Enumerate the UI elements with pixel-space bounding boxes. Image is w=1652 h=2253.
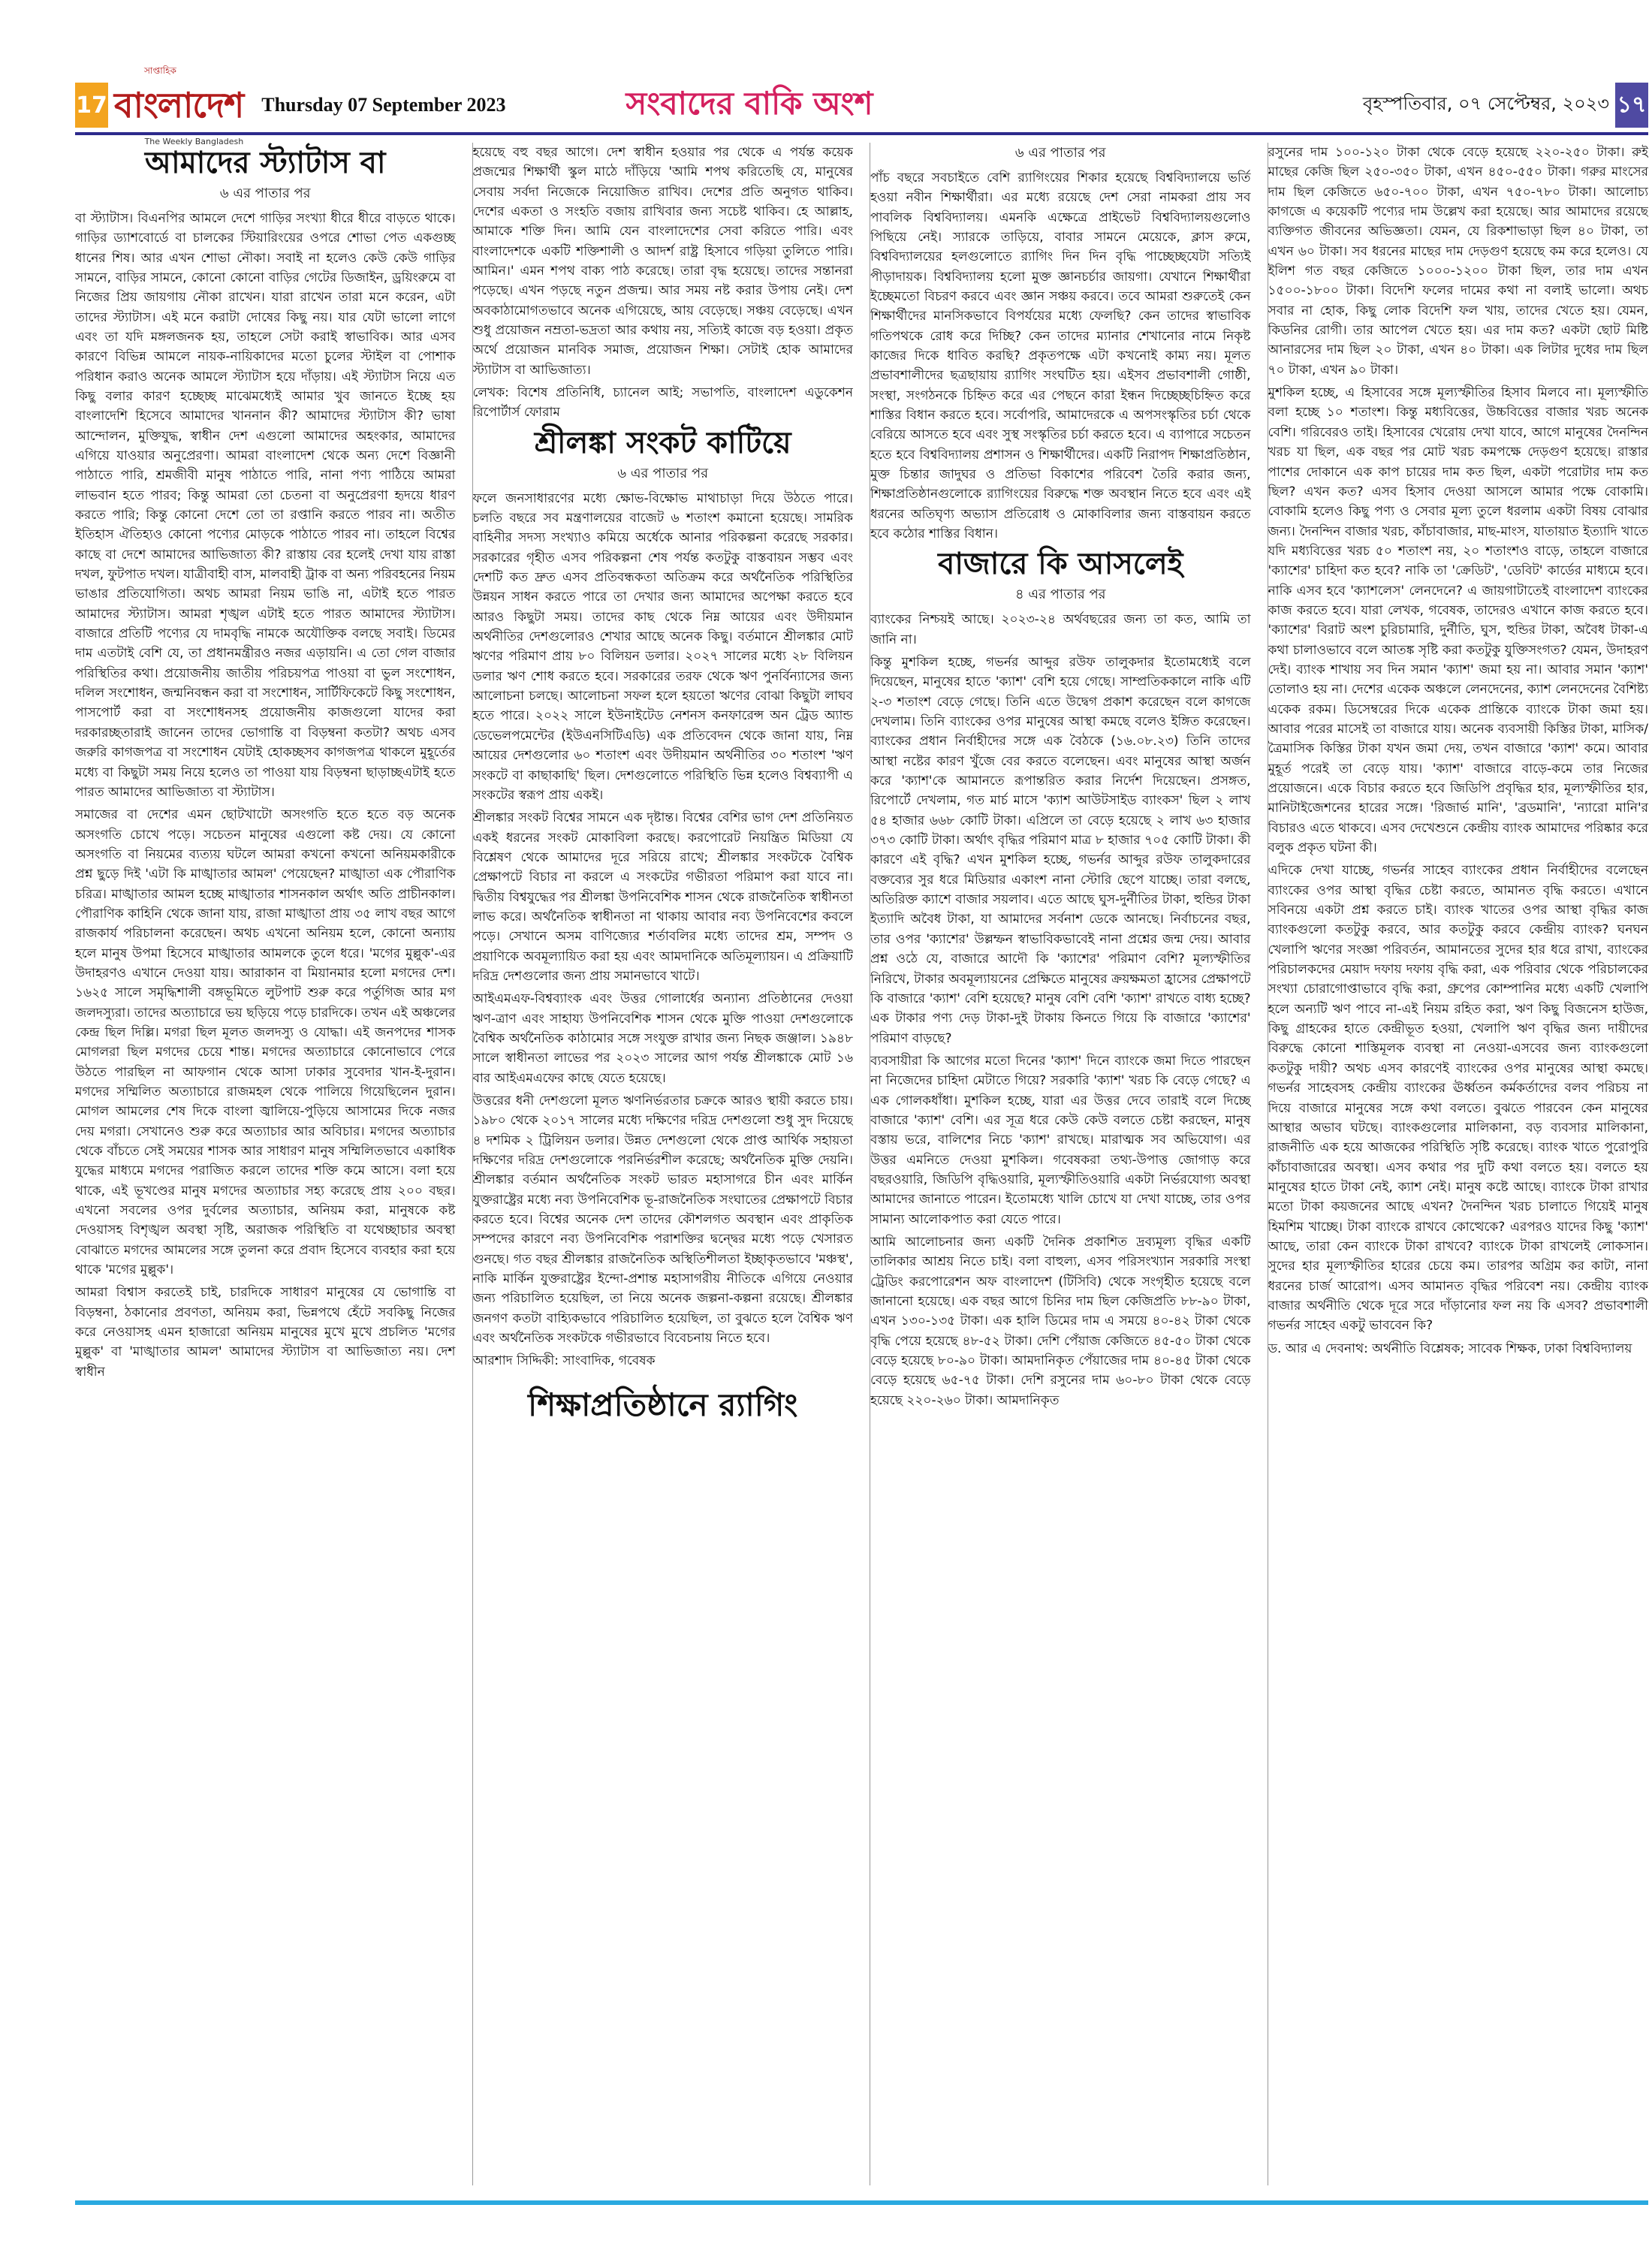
continuation-note: ৬ এর পাতার পর [617,465,709,481]
continuation-note: ৪ এর পাতার পর [1014,587,1106,603]
header-rule [75,132,1648,135]
page-number-left: 17 [75,83,108,128]
paragraph: সমাজের বা দেশের এমন ছোটখাটো অসংগতি হতে হতে বড় অনেক অসংগতি চোখে পড়ে। সচেতন মানুষের এগুলো কষ্ট দেয়। যে কোনো অসংগতি বা নিয়মের ব্যত্যয় ঘটলে আমরা কখনো কখনো অনিয়মকারীকে প্রশ্ন ছুড়ে দিই 'এটা কি মাঙ্খাতার আমল' পেয়েছেন? মাঙ্খাতা এক পৌরাণিক চরিত্র। মাঙ্খাতার আমল হচ্ছে মাঙ্খাতার শাসনকাল অর্থাৎ অতি প্রাচীনকাল। পৌরাণিক কাহিনি থেকে জানা যায়, রাজা মাঙ্খাতা প্রায় ৩৫ লাখ বছর আগে রাজকার্য পরিচালনা করেছেন। অথচ এখনো অনিয়ম হলে, কোনো অন্যায় হলে মানুষ উপমা হিসেবে মাঙ্খাতার আমলকে তুলে ধরে। 'মগের মুল্লুক'-এর উদাহরণও এখানে দেওয়া যায়। আরাকান বা মিয়ানমার হলো মগদের দেশ। ১৬২৫ সালে সমৃদ্ধিশালী বঙ্গভূমিতে লুটপাট শুরু করে পর্তুগিজ আর মগ জলদস্যুরা। তাদের অত্যাচারে ভয় ছড়িয়ে পড়ে চারদিকে। তখন এই অঞ্চলের কেন্দ্র ছিল দিল্লি। মগরা ছিল মূলত জলদস্যু ও যোদ্ধা। এই জনপদের শাসক মোগলরা ছিল মগদের চেয়ে শান্ত। মগদের অত্যাচারে কোনোভাবে পেরে উঠতে পারছিল না আফগান থেকে আসা ঢাকার সুবেদার খান-ই-দুরান। মগদের সম্মিলিত অত্যাচারে রাজমহল থেকে পালিয়ে গিয়েছিলেন দুরান। মোগল আমলের শেষ দিকে বাংলা জ্বালিয়ে-পুড়িয়ে আসামের দিকে নজর দেয় মগরা। সেখানেও শুরু করে অত্যাচার আর অবিচার। মগদের অত্যাচার থেকে বাঁচতে সেই সময়ের শাসক আর সাধারণ মানুষ সম্মিলিতভাবে একাধিক যুদ্ধের মাধ্যমে মগদের পরাজিত করলে তাদের শক্তি কমে আসে। বলা হয়ে থাকে, এই ভূখণ্ডের মানুষ মগদের অত্যাচার সহ্য করেছে প্রায় ২০০ বছর। এখনো সবলের ওপর দুর্বলের অত্যাচার, অনিয়ম করা, মানুষকে কষ্ট দেওয়াসহ বিশৃঙ্খল অবস্থা সৃষ্টি, অরাজক পরিস্থিতি বা যথেচ্ছাচার অবস্থা বোঝাতে মগদের আমলের সঙ্গে তুলনা করে প্রবাদ হিসেবে ব্যবহার করা হয়ে থাকে 'মগের মুল্লুক'। [75,807,456,1278]
paragraph: মুশকিল হচ্ছে, এ হিসাবের সঙ্গে মূল্যস্ফীতির হিসাব মিলবে না। মূল্যস্ফীতি বলা হচ্ছে ১০ শতাংশ। কিন্তু মধ্যবিত্তের, উচ্চবিত্তের বাজার খরচ অনেক বেশি। গরিবেরও তাই। হিসাবের খেরোয় দেখা যাবে, আগে মানুষের দৈনন্দিন খরচ যা ছিল, এক বছর পর মোট খরচ কমপক্ষে দেড়গুণ হয়েছে। রাস্তার পাশের দোকানে এক কাপ চায়ের দাম কত ছিল, একটা পরোটার দাম কত ছিল? এখন কত? এসব হিসাব দেওয়া আসলে আমার পক্ষে বোকামি। বোকামি হলেও কিছু পণ্য ও সেবার মূল্য তুলে ধরলাম একটা বিষয় বোঝার জন্য। দৈনন্দিন বাজার খরচ, কাঁচাবাজার, মাছ-মাংস, যাতায়াত ইত্যাদি খাতে যদি মধ্যবিত্তের খরচ ৫০ শতাংশ নয়, ২০ শতাংশও বাড়ে, তাহলে বাজারে 'ক্যাশের' চাহিদা কত হবে? নাকি তা 'ক্রেডিট', 'ডেবিট' কার্ডের মাধ্যমে হবে। নাকি এসব হবে 'ক্যাশলেস' লেনদেনে? এ জায়গাটাতেই বাংলাদেশ ব্যাংকের কাজ করতে হবে। যারা লেখক, গবেষক, তাদেরও এখানে কাজ করতে হবে। 'ক্যাশের' বিরাট অংশ চুরিচামারি, দুর্নীতি, ঘুস, হুন্ডির টাকা, অবৈধ টাকা-এ কথা চালাওভাবে বলে আতঙ্ক সৃষ্টি করা কতটুকু যুক্তিসংগত? যেমন, উদাহরণ দেই। ব্যাংক শাখায় সব দিন সমান 'ক্যাশ' জমা হয় না। আবার সমান 'ক্যাশ' তোলাও হয় না। দেশের একেক অঞ্চলে লেনদেনের, ক্যাশ লেনদেনের বৈশিষ্ট্য একেক রকম। ডিসেম্বরের দিকে একেক প্রান্তিকে ব্যাংকে টাকা জমা হয়। আবার পরের মাসেই তা বাজারে যায়। অনেক ব্যবসায়ী কিস্তির টাকা, মাসিক/ত্রৈমাসিক কিস্তির টাকা যখন জমা দেয়, তখন বাজারে 'ক্যাশ' কমে। আবার মুহূর্ত পরেই তা বেড়ে যায়। 'ক্যাশ' বাজারে বাড়ে-কমে তার নিজের প্রয়োজনে। একে বিচার করতে হবে জিডিপি প্রবৃদ্ধির হার, মূল্যস্ফীতির হার, মানিটাইজেশনের হারের সঙ্গে। 'রিজার্ভ মানি', 'ব্রডমানি', 'ন্যারো মানি'র বিচারও এতে থাকবে। এসব দেখেশুনে কেন্দ্রীয় ব্যাংক আমাদের পরিষ্কার করে বলুক প্রকৃত ঘটনা কী। [1268,385,1648,856]
section-title: সংবাদের বাকি অংশ [626,84,873,122]
paragraph: রসুনের দাম ১০০-১২০ টাকা থেকে বেড়ে হয়েছে ২২০-২৫০ টাকা। রুই মাছের কেজি ছিল ২৫০-৩৫০ টাকা, এখন ৪৫০-৫৫০ টাকা। গরুর মাংসের দাম ছিল কেজিতে ৬৫০-৭০০ টাকা, এখন ৭৫০-৭৮০ টাকা। আলোচ্য কাগজে এ কয়েকটি পণ্যের দাম উল্লেখ করা হয়েছে। আর আমাদের রয়েছে ব্যক্তিগত জীবনের অভিজ্ঞতা। যেমন, যে রিকশাভাড়া ছিল ৪০ টাকা, তা এখন ৬০ টাকা। সব ধরনের মাছের দাম দেড়গুণ হয়েছে কম করে হলেও। যে ইলিশ গত বছর কেজিতে ১০০০-১২০০ টাকা ছিল, তার দাম এখন ১৫০০-১৮০০ টাকা। বিদেশি ফলের দামের কথা না বলাই ভালো। অথচ সবার না হোক, কিছু লোক বিদেশি ফল খায়, তাদের খেতে হয়। যেমন, কিডনির রোগী। তার আপেল খেতে হয়। এর দাম কত? একটা ছোট মিষ্টি আনারসের দাম ছিল ২০ টাকা, এখন ৪০ টাকা। এক লিটার দুধের দাম ছিল ৭০ টাকা, এখন ৯০ টাকা। [1268,145,1648,378]
paragraph: কিন্তু মুশকিল হচ্ছে, গভর্নর আব্দুর রউফ তালুকদার ইতোমধ্যেই বলে দিয়েছেন, মানুষের হাতে 'ক্যাশ' বেশি হয়ে গেছে। সাম্প্রতিককালে নাকি এটি ২-৩ শতাংশ বেড়ে গেছে। তিনি এতে উদ্বেগ প্রকাশ করেছেন বলে কাগজে দেখলাম। তিনি ব্যাংকের ওপর মানুষের আস্থা কমছে বলেও ইঙ্গিত করেছেন। ব্যাংকের প্রধান নির্বাহীদের সঙ্গে এক বৈঠকে (১৬.০৮.২৩) তিনি তাদের আস্থা নষ্টের কারণ খুঁজে বের করতে বলেছেন। এবং মানুষের আস্থা অর্জন করে 'ক্যাশ'কে আমানতে রূপান্তরিত করার নির্দেশ দিয়েছেন। প্রসঙ্গত, রিপোর্টে দেখলাম, গত মার্চ মাসে 'ক্যাশ আউটসাইড ব্যাংকস' ছিল ২ লাখ ৫৪ হাজার ৬৬৮ কোটি টাকা। এপ্রিলে তা বেড়ে হয়েছে ২ লাখ ৬৩ হাজার ৩৭৩ কোটি টাকা। অর্থাৎ বৃদ্ধির পরিমাণ মাত্র ৮ হাজার ৭০৫ কোটি টাকা। কী কারণে এই বৃদ্ধি? এখন মুশকিল হচ্ছে, গভর্নর আব্দুর রউফ তালুকদারের বক্তব্যের সুর ধরে মিডিয়ার একাংশ নানা স্টোরি ছেপে যাচ্ছে। তারা বলছে, অতিরিক্ত ক্যাশে বাজার সয়লাব। এতে আছে ঘুস-দুর্নীতির টাকা, হুন্ডির টাকা ইত্যাদি অবৈধ টাকা, যা আমাদের সর্বনাশ ডেকে আনছে। নির্বাচনের বছর, তার ওপর 'ক্যাশের' উল্লম্ফন স্বাভাবিকভাবেই নানা প্রশ্নের জন্ম দেয়। আবার প্রশ্ন ওঠে যে, বাজারে আদৌ কি 'ক্যাশের' পরিমাণ বেশি? মূল্যস্ফীতির নিরিখে, টাকার অবমূল্যায়নের প্রেক্ষিতে মানুষের ক্রয়ক্ষমতা হ্রাসের প্রেক্ষাপটে কি বাজারে 'ক্যাশ' বেশি হয়েছে? মানুষ বেশি বেশি 'ক্যাশ' রাখতে বাধ্য হচ্ছে? এক টাকার পণ্য দেড় টাকা-দুই টাকায় কিনতে গিয়ে কি বাজারে 'ক্যাশের' পরিমাণ বাড়ছে? [870,655,1251,1046]
paragraph: হয়েছে বহু বছর আগে। দেশ স্বাধীন হওয়ার পর থেকে এ পর্যন্ত কয়েক প্রজন্মের শিক্ষার্থী স্কুল মাঠে দাঁড়িয়ে 'আমি শপথ করিতেছি যে, মানুষের সেবায় সর্বদা নিজেকে নিয়োজিত রাখিব। দেশের প্রতি অনুগত থাকিব। দেশের একতা ও সংহতি বজায় রাখিবার জন্য সচেষ্ট থাকিব। হে আল্লাহ, আমাকে শক্তি দিন। আমি যেন বাংলাদেশের সেবা করিতে পারি। এবং বাংলাদেশকে একটি শক্তিশালী ও আদর্শ রাষ্ট্র হিসাবে গড়িয়া তুলিতে পারি। আমিন।' এমন শপথ বাক্য পাঠ করেছে। তারা বৃদ্ধ হয়েছে। তাদের সন্তানরা পড়েছে। এখন পড়ছে নতুন প্রজন্ম। আর সময় নষ্ট করার উপায় নেই। দেশ অবকাঠামোগতভাবে অনেক এগিয়েছে, আয় বেড়েছে। সঞ্চয় বেড়েছে। এখন শুধু প্রয়োজন নম্রতা-ভদ্রতা আর কথায় নয়, সত্যিই কাজে বড় হওয়া। প্রকৃত অর্থে প্রয়োজন মানবিক সমাজ, প্রয়োজন শিক্ষা। সেটাই হোক আমাদের স্ট্যাটাস বা আভিজাত্য। [472,145,853,378]
paragraph: ফলে জনসাধারণের মধ্যে ক্ষোভ-বিক্ষোভ মাথাচাড়া দিয়ে উঠতে পারে। চলতি বছরে সব মন্ত্রণালয়ের বাজেট ৬ শতাংশ কমানো হয়েছে। সামরিক বাহিনীর সদস্য সংখ্যাও কমিয়ে অর্ধেকে আনার পরিকল্পনা করেছে সরকার। সরকারের গৃহীত এসব পরিকল্পনা শেষ পর্যন্ত কতটুকু বাস্তবায়ন সম্ভব এবং দেশটি কত দ্রুত এসব প্রতিবন্ধকতা অতিক্রম করে অর্থনৈতিক পরিস্থিতির উন্নয়ন সাধন করতে পারে তা দেখার জন্য আমাদের অপেক্ষা করতে হবে আরও কিছুটা সময়। তাদের কাছ থেকে নিম্ন আয়ের এবং উদীয়মান অর্থনীতির দেশগুলোরও শেখার আছে অনেক কিছু। বর্তমানে শ্রীলঙ্কার মোট ঋণের পরিমাণ প্রায় ৮০ বিলিয়ন ডলার। ২০২৭ সালের মধ্যে ২৮ বিলিয়ন ডলার ঋণ শোধ করতে হবে। সরকারের তরফ থেকে ঋণ পুনর্বিন্যাসের জন্য আলোচনা চলছে। আলোচনা সফল হলে হয়তো ঋণের বোঝা কিছুটা লাঘব হতে পারে। ২০২২ সালে ইউনাইটেড নেশনস কনফারেন্স অন ট্রেড অ্যান্ড ডেভেলপমেন্টের (ইউএনসিটিএডি) এক প্রতিবেদন থেকে জানা যায়, নিম্ন আয়ের দেশগুলোর ৬০ শতাংশ এবং উদীয়মান অর্থনীতির ৩০ শতাংশ 'ঋণ সংকটে বা কাছাকাছি' ছিল। দেশগুলোতে পরিস্থিতি ভিন্ন হলেও বিশ্বব্যাপী এ সংকটের স্বরূপ প্রায় একই। [472,490,853,803]
page-number-right: ১৭ [1615,83,1648,128]
column-2 [472,143,854,2185]
article-headline-srilanka: শ্রীলঙ্কা সংকট কাটিয়ে [534,425,791,460]
logo-text: বাংলাদেশ [114,84,244,125]
article-headline-status: আমাদের স্ট্যাটাস বা [144,146,386,180]
article-columns [75,143,1648,2185]
column-1 [75,143,456,2185]
author-byline: ড. আর এ দেবনাথ: অর্থনীতি বিশ্লেষক; সাবেক শিক্ষক, ঢাকা বিশ্ববিদ্যালয় [1268,1341,1632,1356]
logo-tagline: সাপ্তাহিক [144,65,176,76]
paragraph: এদিকে দেখা যাচ্ছে, গভর্নর সাহেব ব্যাংকের প্রধান নির্বাহীদের বলেছেন ব্যাংকের ওপর আস্থা বৃদ্ধির চেষ্টা করতে, আমানত বৃদ্ধি করতে। এখানে সবিনয়ে একটা প্রশ্ন করতে চাই। ব্যাংক খাতের ওপর আস্থা বৃদ্ধির কাজ ব্যাংকগুলো কতটুকু করবে, আর কতটুকু করবে কেন্দ্রীয় ব্যাংক? ঘনঘন খেলাপি ঋণের সংজ্ঞা পরিবর্তন, আমানতের সুদের হার ধরে রাখা, ব্যাংকের পরিচালকদের মেয়াদ দফায় দফায় বৃদ্ধি করা, এক পরিবার থেকে পরিচালকের সংখ্যা চোরাগোপ্তাভাবে বৃদ্ধি করা, গ্রুপের কোম্পানির মধ্যে একটি খেলাপি হলে অন্যটি ঋণ পাবে না-এই নিয়ম রহিত করা, ঋণ কিছু বিজনেস হাউজ, কিছু গ্রাহকের হাতে কেন্দ্রীভূত হওয়া, খেলাপি ঋণ বৃদ্ধির জন্য দায়ীদের বিরুদ্ধে কোনো শাস্তিমূলক ব্যবস্থা না নেওয়া-এসবের জন্য ব্যাংকগুলো কতটুকু দায়ী? অথচ এসব কারণেই ব্যাংকের ওপর মানুষের আস্থা কমছে। গভর্নর সাহেবসহ কেন্দ্রীয় ব্যাংকের ঊর্ধ্বতন কর্মকর্তাদের বলব পরিচয় না দিয়ে বাজারে মানুষের সঙ্গে কথা বলতে। বুঝতে পারবেন কেন মানুষের আস্থার অভাব ঘটছে। ব্যাংকগুলোর মালিকানা, বড় ব্যবসার মালিকানা, রাজনীতি এক হয়ে আজকের পরিস্থিতি সৃষ্টি করেছে। ব্যাংক খাতে পুরোপুরি কাঁচাবাজারের অবস্থা। এসব কথার পর দুটি কথা বলতে হয়। বলতে হয় মানুষের হাতে টাকা নেই, ক্যাশ নেই। মানুষ কষ্টে আছে। ব্যাংকে টাকা রাখার মতো টাকা কয়জনের আছে এখন? দৈনন্দিন খরচ চালাতে গিয়েই মানুষ হিমশিম খাচ্ছে। টাকা ব্যাংকে রাখবে কোত্থেকে? এরপরও যাদের কিছু 'ক্যাশ' আছে, তারা কেন ব্যাংকে টাকা রাখবে? ব্যাংকে টাকা রাখলেই লোকসান। সুদের হার মূল্যস্ফীতির হারের চেয়ে কম। তারপর অগ্রিম কর কাটা, নানা ধরনের চার্জ আরোপ। এসব আমানত বৃদ্ধির পরিবেশ নয়। কেন্দ্রীয় ব্যাংক বাজার অর্থনীতি থেকে দূরে সরে দাঁড়ানোর ফল নয় কি এসব? প্রভাবশালী গভর্নর সাহেব একটু ভাববেন কি? [1268,863,1648,1334]
author-byline: লেখক: বিশেষ প্রতিনিধি, চ্যানেল আই; সভাপতি, বাংলাদেশ এডুকেশন রিপোর্টার্স ফোরাম [472,385,853,421]
paragraph: আইএমএফ-বিশ্বব্যাংক এবং উত্তর গোলার্ধের অন্যান্য প্রতিষ্ঠানের দেওয়া ঋণ-ত্রাণ এবং সাহায্য উপনিবেশিক শাসন থেকে মুক্তি পাওয়া দেশগুলোকে বৈশ্বিক অর্থনৈতিক কাঠামোর সঙ্গে সংযুক্ত রাখার জন্য নিছক জঞ্জাল। ১৯৪৮ সালে স্বাধীনতা লাভের পর ২০২৩ সালের আগ পর্যন্ত শ্রীলঙ্কাকে মোট ১৬ বার আইএমএফের কাছে যেতে হয়েছে। [472,991,853,1086]
paragraph: শ্রীলঙ্কার সংকট বিশ্বের সামনে এক দৃষ্টান্ত। বিশ্বের বেশির ভাগ দেশ প্রতিনিয়ত একই ধরনের সংকট মোকাবিলা করছে। করপোরেট নিয়ন্ত্রিত মিডিয়া যে বিশ্লেষণ থেকে আমাদের দূরে সরিয়ে রাখে; শ্রীলঙ্কার সংকটকে বৈশ্বিক প্রেক্ষাপটে বিচার না করলে এ সংকটের গভীরতা পরিমাপ করা যাবে না। দ্বিতীয় বিশ্বযুদ্ধের পর শ্রীলঙ্কা উপনিবেশিক শাসন থেকে রাজনৈতিক স্বাধীনতা লাভ করে। অর্থনৈতিক স্বাধীনতা না থাকায় আবার নব্য উপনিবেশের কবলে পড়ে। সেখানে অসম বাণিজ্যের শর্তাবলির মধ্যে তাদের শ্রম, সম্পদ ও প্রয়াণিকে অবমূল্যায়িত করা হয় এবং আমদানিকে অতিমূল্যায়ন। এ প্রক্রিয়াটি দরিদ্র দেশগুলোর জন্য প্রায় সমানভাবে খাটে। [472,810,853,984]
footer-rule [75,2200,1648,2205]
paragraph: আমরা বিশ্বাস করতেই চাই, চারদিকে সাধারণ মানুষের যে ভোগান্তি বা বিড়ম্বনা, ঠকানোর প্রবণতা, অনিয়ম করা, ভিন্নপথে হেঁটে সবকিছু নিজের করে নেওয়াসহ এমন হাজারো অনিয়ম মানুষের মুখে মুখে প্রচলিত 'মগের মুল্লুক' বা 'মাঙ্খাতার আমল' আমাদের স্ট্যাটাস বা আভিজাত্য নয়। দেশ স্বাধীন [75,1285,456,1380]
paragraph: ব্যবসায়ীরা কি আগের মতো দিনের 'ক্যাশ' দিনে ব্যাংকে জমা দিতে পারছেন না নিজেদের চাহিদা মেটাতে গিয়ে? সরকারি 'ক্যাশ' খরচ কি বেড়ে গেছে? এ এক গোলকধাঁধা। মুশকিল হচ্ছে, যারা এর উত্তর দেবে তারাই বলে দিচ্ছে বাজারে 'ক্যাশ' বেশি। এর সূত্র ধরে কেউ কেউ বলতে চেষ্টা করছেন, মানুষ বস্তায় ভরে, বালিশের নিচে 'ক্যাশ' রাখছে। মারাত্মক সব অভিযোগ। এর উত্তর এমনিতে দেওয়া মুশকিল। গবেষকরা তথ্য-উপাত্ত জোগাড় করে বছরওয়ারি, জিডিপি বৃদ্ধিওয়ারি, মূল্যস্ফীতিওয়ারি একটা নির্ভরযোগ্য অবস্থা আমাদের জানাতে পারেন। ইতোমধ্যে খালি চোখে যা দেখা যাচ্ছে, তার ওপর সামান্য আলোকপাত করা যেতে পারে। [870,1053,1251,1227]
paragraph: বা স্ট্যাটাস। বিএনপির আমলে দেশে গাড়ির সংখ্যা ধীরে ধীরে বাড়তে থাকে। গাড়ির ড্যাশবোর্ডে বা চালকের স্টিয়ারিংয়ের ওপরে শোভা পেত একগুচ্ছ ধানের শিষ। আর এখন শোভা নৌকা। সবাই না হলেও কেউ কেউ গাড়ির সামনে, বাড়ির সামনে, কোনো কোনো বাড়ির গেটের ডিজাইন, ড্রয়িংরুমে বা নিজের প্রিয় জায়গায় নৌকা রাখেন। যারা রাখেন তারা মনে করেন, এটা তাদের স্ট্যাটাস। এই মনে করাটা দোষের কিছু নয়। যার যেটা ভালো লাগে এবং তা যদি মঙ্গলজনক হয়, তাহলে সেটা করাই স্বাভাবিক। আর এসব কারণে বিভিন্ন আমলে নায়ক-নায়িকাদের মতো চুলের স্টাইল বা পোশাক পরিধান করাও অনেক আমলে স্ট্যাটাস হয়ে দাঁড়ায়। এই স্ট্যাটাস নিয়ে এত কিছু বলার কারণ হচ্ছেচ্ছ মাঝেমধ্যেই আমার খুব জানতে ইচ্ছে হয় বাংলাদেশি হিসেবে আমাদের খাননান কী? আমাদের স্ট্যাটাস কী? ভাষা আন্দোলন, মুক্তিযুদ্ধ, স্বাধীন দেশ এগুলো আমাদের অহংকার, আমাদের এগিয়ে যাওয়ার অনুপ্রেরণা। আমরা বাংলাদেশ থেকে অন্য দেশে বিজ্ঞানী পাঠাতে পারি, শ্রমজীবী মানুষ পাঠাতে পারি, নানা পণ্য পাঠিয়ে আমরা লাভবান হতে পারব; কিন্তু আমরা তো চেতনা বা অনুপ্রেরণা হৃদয়ে ধারণ করতে পারি; কিন্তু কোনো দেশে তো তা রপ্তানি করতে পারব না। অতীত ইতিহাস ঐতিহ্যও কোনো পণ্যের মোড়কে পাঠাতে পারব না। তাহলে বিশ্বের কাছে বা দেশে আমাদের আভিজাত্য কী? রাস্তায় বের হলেই দেখা যায় রাস্তা দখল, ফুটপাত দখল। যাত্রীবাহী বাস, মালবাহী ট্রাক বা অন্য পরিবহনের নিয়ম ভাঙার প্রতিযোগিতা। অথচ আমরা নিয়ম ভাঙি না, এটাই হতে পারত আমাদের স্ট্যাটাস। আমরা শৃঙ্খল এটাই হতে পারত আমাদের স্ট্যাটাস। বাজারে প্রতিটি পণ্যের যে দামবৃদ্ধি নামকে অযৌক্তিক বলছে সবাই। ডিমের দাম এতটাই বেশি যে, তা প্রধানমন্ত্রীরও নজর এড়ায়নি। এ তো গেল বাজার পরিস্থিতির কথা। প্রয়োজনীয় জাতীয় পরিচয়পত্র পাওয়া বা ভুল সংশোধন, দলিল সংশোধন, জন্মনিবন্ধন করা বা সংশোধন, সার্টিফিকেটে কিছু সংশোধন, পাসপোর্ট করা বা সংশোধনসহ প্রয়োজনীয় কাজগুলো যাদের করা দরকারচ্ছতারাই জানেন তাদের ভোগান্তি বা বিড়ম্বনা কতটা? অথচ এসব জরুরি কাগজপত্র বা সংশোধন যেটাই হোকচ্ছসব কাগজপত্র থাকলে মুহূর্তের মধ্যে বা কিছুটা সময় নিয়ে হলেও তা পাওয়া যায় বিড়ম্বনা ছাড়াচ্ছএটাই হতে পারত আমাদের আভিজাত্য বা স্ট্যাটাস। [75,210,456,800]
column-3 [870,143,1251,2185]
paragraph: পাঁচ বছরে সবচাইতে বেশি র‍্যাগিংয়ের শিকার হয়েছে বিশ্ববিদ্যালয়ে ভর্তি হওয়া নবীন শিক্ষার্থীরা। এর মধ্যে রয়েছে দেশ সেরা নামকরা প্রায় সব পাবলিক বিশ্ববিদ্যালয়। এমনকি এক্ষেত্রে প্রাইভেট বিশ্ববিদ্যালয়গুলোও পিছিয়ে নেই। স্যারকে তাড়িয়ে, বাবার সামনে মেয়েকে, ক্লাস রুমে, বিশ্ববিদ্যালয়ের হলগুলোতে র‍্যাগিং দিন দিন বৃদ্ধি পাচ্ছেচ্ছযেটা সত্যিই পীড়াদায়ক। বিশ্ববিদ্যালয় হলো মুক্ত জ্ঞানচর্চার জায়গা। যেখানে শিক্ষার্থীরা ইচ্ছেমতো বিচরণ করবে এবং জ্ঞান সঞ্চয় করবে। তবে আমরা শুরুতেই কেন শিক্ষার্থীদের মানসিকভাবে বিপর্যয়ের মধ্যে ফেলছি? কেন তাদের স্বাভাবিক গতিপথকে রোধ করে দিচ্ছি? কেন তাদের ম্যানার শেখানোর নামে নিকৃষ্ট কাজের দিকে ধাবিত করছি? প্রকৃতপক্ষে এটা কখনোই কাম্য নয়। মূলত প্রভাবশালীদের ছত্রছায়ায় র‍্যাগিং সংঘটিত হয়। এইসব প্রভাবশালী গোষ্ঠী, সংস্থা, সংগঠনকে চিহ্নিত করে এর পেছনে কারা ইন্ধন দিচ্ছেচ্ছচিহ্নিত করে শাস্তির বিধান করতে হবে। সর্বোপরি, আমাদেরকে এ অপসংস্কৃতির চর্চা থেকে বেরিয়ে আসতে হবে এবং সুস্থ সংস্কৃতির চর্চা করতে হবে। এ ব্যাপারে সচেতন হতে হবে বিশ্ববিদ্যালয় প্রশাসন ও শিক্ষার্থীদের। একটি নিরাপদ শিক্ষাপ্রতিষ্ঠান, মুক্ত চিন্তার জাদুঘর ও প্রতিভা বিকাশের পরিবেশ তৈরি করার জন্য, শিক্ষাপ্রতিষ্ঠানগুলোকে র‍্যাগিংয়ের বিরুদ্ধে শক্ত অবস্থান নিতে হবে এবং এই ধরনের অতিঘৃণ্য অভ্যাস প্রতিরোধ ও মোকাবিলার জন্য বাস্তবায়ন করতে হবে কঠোর শাস্তির বিধান। [870,170,1251,542]
page-header [75,65,1648,146]
article-headline-market: বাজারে কি আসলেই [938,547,1183,582]
paragraph: উত্তরের ধনী দেশগুলো মূলত ঋণনির্ভরতার চক্রকে আরও স্থায়ী করতে চায়। ১৯৮০ থেকে ২০১৭ সালের মধ্যে দক্ষিণের দরিদ্র দেশগুলো শুধু সুদ দিয়েছে ৪ দশমিক ২ ট্রিলিয়ন ডলার। উন্নত দেশগুলো থেকে প্রাপ্ত আর্থিক সহায়তা দক্ষিণের দরিদ্র দেশগুলোকে পরনির্ভরশীল করেছে; অর্থনৈতিক মুক্তি দেয়নি। শ্রীলঙ্কার বর্তমান অর্থনৈতিক সংকট ভারত মহাসাগরে চীন এবং মার্কিন যুক্তরাষ্ট্রের মধ্যে নব্য উপনিবেশিক ভূ-রাজনৈতিক সংঘাতের প্রেক্ষাপটে বিচার করতে হবে। বিশ্বের অনেক দেশ তাদের কৌশলগত অবস্থান এবং প্রাকৃতিক সম্পদের কারণে নব্য উপনিবেশিক পরাশক্তির দ্বন্দ্বের মধ্যে পড়ে খেসারত গুনছে। গত বছর শ্রীলঙ্কার রাজনৈতিক অস্থিতিশীলতা ইচ্ছাকৃতভাবে 'মঞ্চস্থ', নাকি মার্কিন যুক্তরাষ্ট্রের ইন্দো-প্রশান্ত মহাসাগরীয় নীতিকে এগিয়ে নেওয়ার জন্য পরিচালিত হয়েছিল, তা নিয়ে অনেক জল্পনা-কল্পনা রয়েছে। শ্রীলঙ্কার জনগণ কতটা বাহ্যিকভাবে পরিচালিত হয়েছিল, তা বুঝতে হলে বৈশ্বিক ঋণ এবং অর্থনৈতিক সংকটকে গভীরভাবে বিবেচনায় নিতে হবে। [472,1093,853,1347]
article-headline-ragging: শিক্ষাপ্রতিষ্ঠানে র‍্যাগিং [528,1386,798,1423]
column-4 [1268,143,1649,2185]
continuation-note: ৬ এর পাতার পর [1014,145,1106,161]
paragraph: আমি আলোচনার জন্য একটি দৈনিক প্রকাশিত দ্রব্যমূল্য বৃদ্ধির একটি তালিকার আশ্রয় নিতে চাই। বলা বাহুল্য, এসব পরিসংখ্যান সরকারি সংস্থা ট্রেডিং করপোরেশন অফ বাংলাদেশ (টিসিবি) থেকে সংগৃহীত হয়েছে বলে জানানো হয়েছে। এক বছর আগে চিনির দাম ছিল কেজিপ্রতি ৮৮-৯০ টাকা, এখন ১৩০-১৩৫ টাকা। এক হালি ডিমের দাম এ সময়ে ৪০-৪২ টাকা থেকে বৃদ্ধি পেয়ে হয়েছে ৪৮-৫২ টাকা। দেশি পেঁয়াজ কেজিতে ৪৫-৫০ টাকা থেকে বেড়ে হয়েছে ৮০-৯০ টাকা। আমদানিকৃত পেঁয়াজের দাম ৪০-৪৫ টাকা থেকে বেড়ে হয়েছে ৬৫-৭৫ টাকা। দেশি রসুনের দাম ৬০-৮০ টাকা থেকে বেড়ে হয়েছে ২২০-২৬০ টাকা। আমদানিকৃত [870,1234,1251,1408]
date-english: Thursday 07 September 2023 [261,94,506,116]
continuation-note: ৬ এর পাতার পর [219,185,311,201]
paragraph: ব্যাংকের নিশ্চয়ই আছে। ২০২৩-২৪ অর্থবছরের জন্য তা কত, আমি তা জানি না। [870,612,1251,647]
date-bangla: বৃহস্পতিবার, ০৭ সেপ্টেম্বর, ২০২৩ [1362,93,1609,114]
logo-subtitle: The Weekly Bangladesh [144,136,244,146]
author-byline: আরশাদ সিদ্দিকী: সাংবাদিক, গবেষক [472,1353,656,1369]
